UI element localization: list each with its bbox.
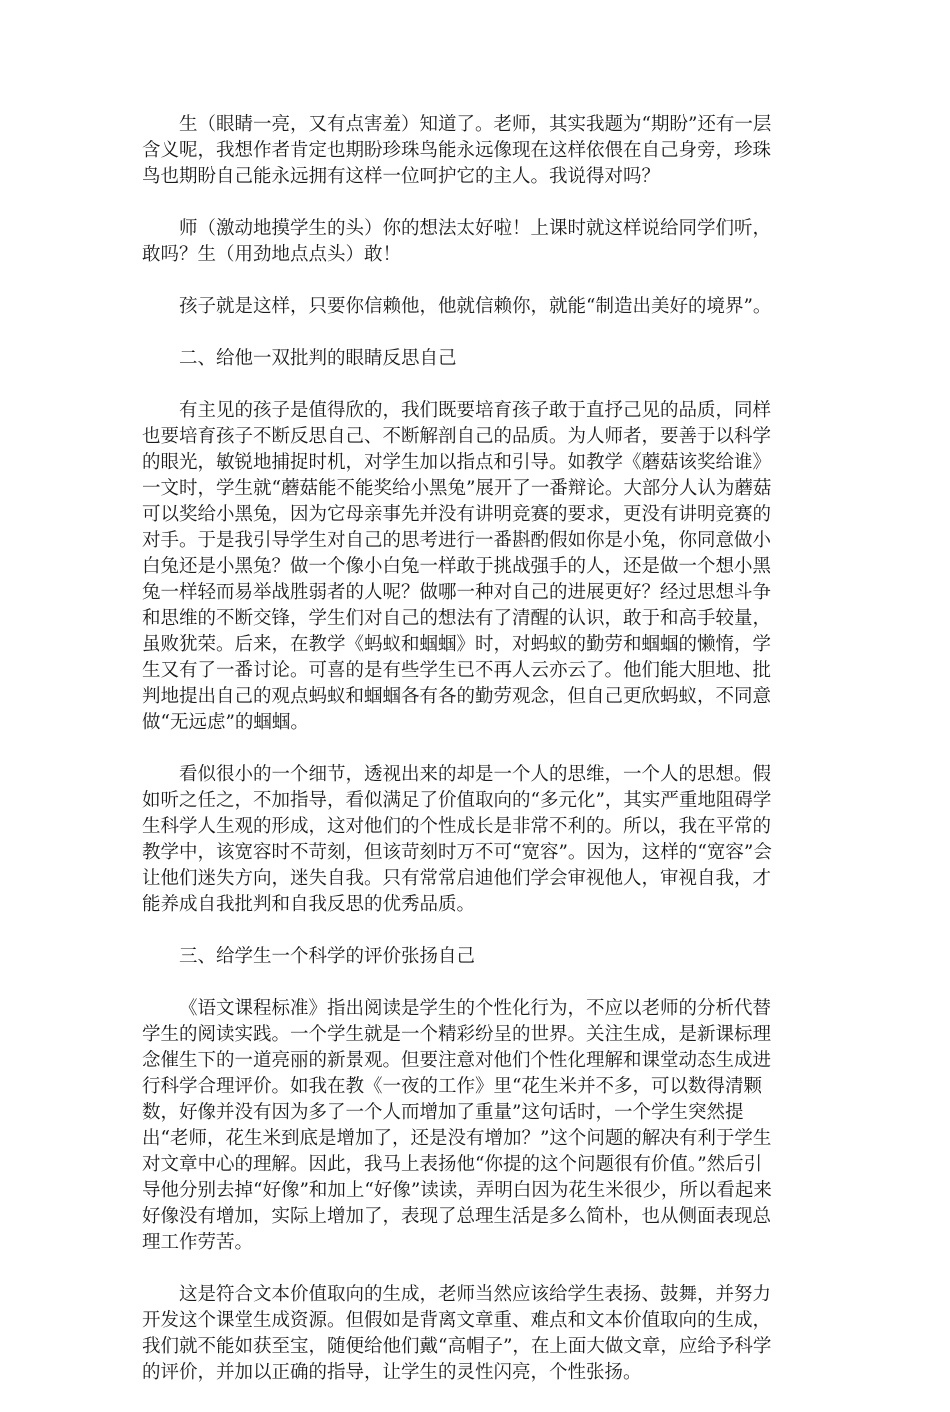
text-line: 对文章中心的理解。因此，我马上表扬他“你提的这个问题很有价值。”然后引 [142,1154,763,1175]
paragraph-7 [142,1282,808,1386]
text-line: 让他们迷失方向，迷失自我。只有常常启迪他们学会审视他人，审视自我，才 [142,868,772,889]
text-line: 可以奖给小黑兔，因为它母亲事先并没有讲明竞赛的要求，更没有讲明竞赛的 [142,504,772,525]
section-heading-2: 二、给他一双批判的眼睛反思自己 [179,348,457,369]
text-line: 我们就不能如获至宝，随便给他们戴“高帽子”，在上面大做文章，应给予科学 [142,1336,772,1357]
text-line: 生科学人生观的形成，这对他们的个性成长是非常不利的。所以，我在平常的 [142,816,772,837]
text-line: 开发这个课堂生成资源。但假如是背离文章重、难点和文本价值取向的生成， [142,1310,772,1331]
paragraph-1 [142,112,808,190]
text-line: 判地提出自己的观点蚂蚁和蝈蝈各有各的勤劳观念，但自己更欣蚂蚁，不同意 [142,686,772,707]
text-line: 看似很小的一个细节，透视出来的却是一个人的思维，一个人的思想。假 [179,764,772,785]
text-line: 白兔还是小黑兔？做一个像小白兔一样敢于挑战强手的人，还是做一个想小黑 [142,556,772,577]
text-line: 好像没有增加，实际上增加了，表现了总理生活是多么简朴，也从侧面表现总 [142,1206,772,1227]
text-line: 兔一样轻而易举战胜弱者的人呢？做哪一种对自己的进展更好？经过思想斗争 [142,582,772,603]
text-line: 孩子就是这样，只要你信赖他，他就信赖你，就能“制造出美好的境界”。 [179,296,772,317]
text-line: 敢吗？生（用劲地点点头）敢！ [142,244,402,265]
text-line: 的眼光，敏锐地捕捉时机，对学生加以指点和引导。如教学《蘑菇该奖给谁》 [142,452,772,473]
text-line: 这是符合文本价值取向的生成，老师当然应该给学生表扬、鼓舞，并努力 [179,1284,772,1305]
text-line: 导他分别去掉“好像”和加上“好像”读读，弄明白因为花生米很少，所以看起来 [142,1180,772,1201]
text-line: 念催生下的一道亮丽的新景观。但要注意对他们个性化理解和课堂动态生成进 [142,1050,772,1071]
text-line: 学生的阅读实践。一个学生就是一个精彩纷呈的世界。关注生成，是新课标理 [142,1024,772,1045]
paragraph-2 [142,216,808,268]
text-line: 数，好像并没有因为多了一个人而增加了重量”这句话时，一个学生突然提 [142,1102,744,1123]
text-line: 教学中，该宽容时不苛刻，但该苛刻时万不可“宽容”。因为，这样的“宽容”会 [142,842,772,863]
text-line: 虽败犹荣。后来，在教学《蚂蚁和蝈蝈》时，对蚂蚁的勤劳和蝈蝈的懒惰，学 [142,634,772,655]
text-line: 生又有了一番讨论。可喜的是有些学生已不再人云亦云了。他们能大胆地、批 [142,660,772,681]
text-line: 出“老师，花生米到底是增加了，还是没有增加？”这个问题的解决有利于学生 [142,1128,772,1149]
section-heading-3: 三、给学生一个科学的评价张扬自己 [179,946,476,967]
paragraph-4 [142,398,808,736]
text-line: 含义呢，我想作者肯定也期盼珍珠鸟能永远像现在这样依偎在自己身旁，珍珠 [142,140,772,161]
text-line: 一文时，学生就“蘑菇能不能奖给小黑兔”展开了一番辩论。大部分人认为蘑菇 [142,478,772,499]
text-line: 的评价，并加以正确的指导，让学生的灵性闪亮，个性张扬。 [142,1362,642,1383]
paragraph-5 [142,762,808,918]
text-line: 如听之任之，不加指导，看似满足了价值取向的“多元化”，其实严重地阻碍学 [142,790,772,811]
text-line: 生（眼睛一亮，又有点害羞）知道了。老师，其实我题为“期盼”还有一层 [179,114,772,135]
text-line: 做“无远虑”的蝈蝈。 [142,712,309,733]
text-line: 理工作劳苦。 [142,1232,254,1253]
text-line: 对手。于是我引导学生对自己的思考进行一番斟酌假如你是小兔，你同意做小 [142,530,772,551]
text-line: 《语文课程标准》指出阅读是学生的个性化行为，不应以老师的分析代替 [179,998,772,1019]
document-body [142,112,808,1412]
paragraph-3 [142,294,808,320]
text-line: 也要培育孩子不断反思自己、不断解剖自己的品质。为人师者，要善于以科学 [142,426,772,447]
text-line: 有主见的孩子是值得欣的，我们既要培育孩子敢于直抒己见的品质，同样 [179,400,772,421]
text-line: 行科学合理评价。如我在教《一夜的工作》里“花生米并不多，可以数得清颗 [142,1076,762,1097]
text-line: 鸟也期盼自己能永远拥有这样一位呵护它的主人。我说得对吗？ [142,166,661,187]
text-line: 师（激动地摸学生的头）你的想法太好啦！上课时就这样说给同学们听， [179,218,772,239]
text-line: 和思维的不断交锋，学生们对自己的想法有了清醒的认识，敢于和高手较量， [142,608,772,629]
paragraph-6 [142,996,808,1256]
text-line: 能养成自我批判和自我反思的优秀品质。 [142,894,476,915]
